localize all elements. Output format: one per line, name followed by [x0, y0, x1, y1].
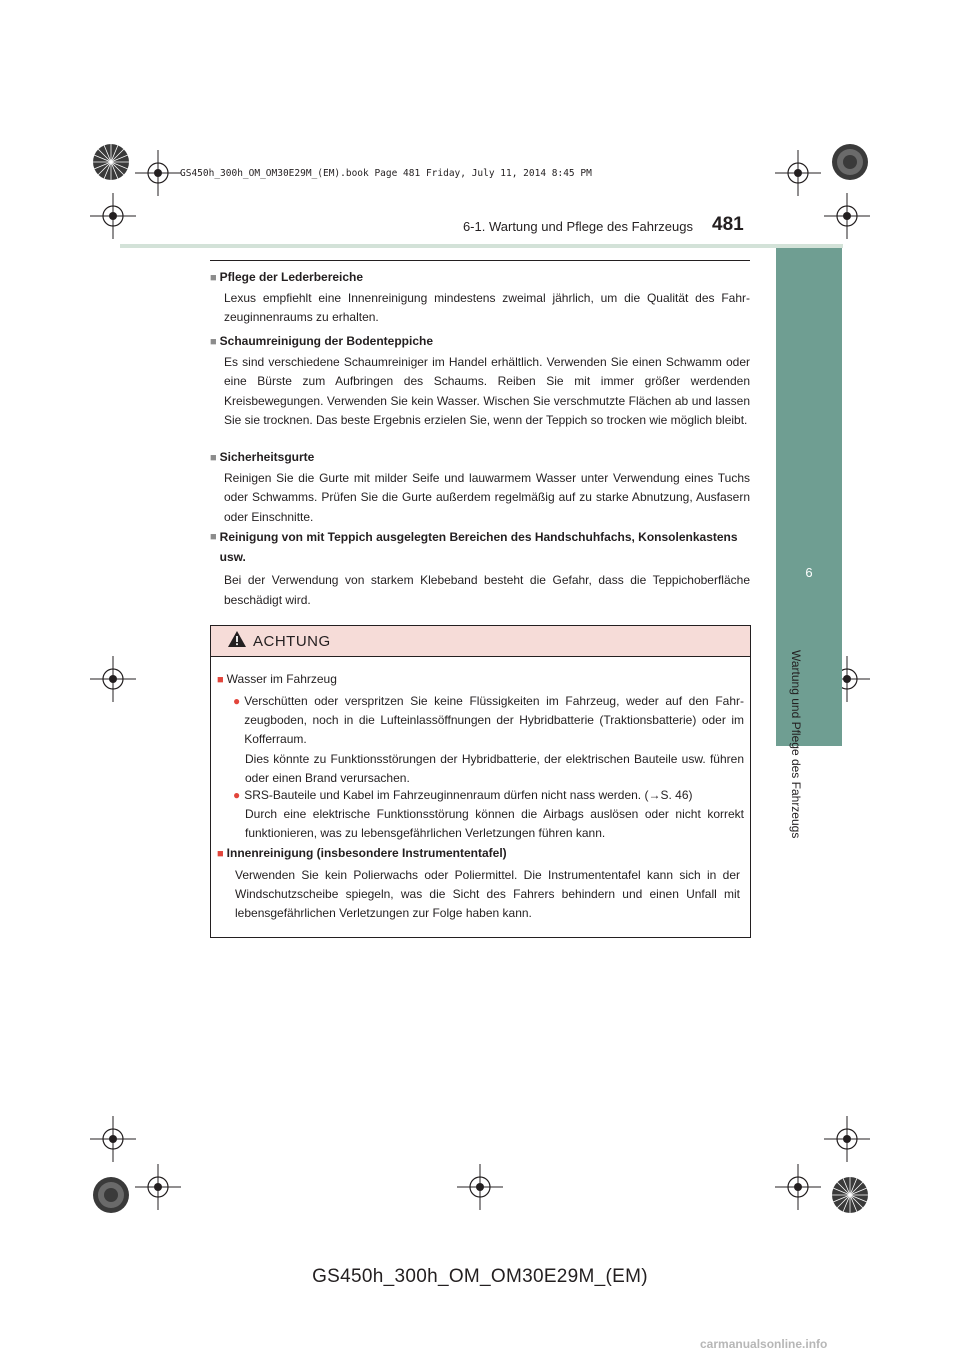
- crosshair-mark-top-right: [775, 150, 821, 196]
- warning-item-heading: Innenreinigung (insbesondere Instrumententafel): [226, 846, 507, 860]
- book-info-line: GS450h_300h_OM_OM30E29M_(EM).book Page 481 Friday, July 11, 2014 8:45 PM: [180, 168, 592, 179]
- chapter-tab: [776, 248, 842, 746]
- round-bullet-icon: ●: [233, 694, 241, 708]
- section-body: Lexus empfiehlt eine Innenreinigung mindestens zweimal jährlich, um die Qualität des Fahr-zeuginnenraums zu erhalten.: [224, 290, 750, 324]
- square-bullet-icon: ■: [217, 674, 224, 686]
- crosshair-mark-bottom-center: [457, 1164, 503, 1210]
- crosshair-mark-lower-left: [90, 1116, 136, 1162]
- registration-mark-bottom-right-disc: [829, 1174, 871, 1216]
- warning-subitem-liquids: [233, 692, 744, 788]
- header-rule: [120, 244, 843, 248]
- watermark: carmanualsonline.info: [700, 1337, 828, 1351]
- section-seat-belts: [210, 448, 750, 527]
- section-carpet-foam-cleaning: [210, 332, 750, 431]
- section-heading: Sicherheitsgurte: [219, 450, 315, 464]
- section-body: Reinigen Sie die Gurte mit milder Seife und lauwarmem Wasser unter Verwendung eines Tuchs oder Schwamms. Prüfen Sie die Gurte außerdem regelmäßig auf zu starke Abnutzung, Ausfasern oder Einschnitte.: [224, 470, 750, 524]
- crosshair-mark-mid-left: [90, 656, 136, 702]
- warning-title: ACHTUNG: [253, 633, 331, 650]
- crosshair-mark-bottom-right: [775, 1164, 821, 1210]
- registration-mark-top-left-disc: [90, 141, 132, 183]
- chapter-number: 6: [805, 565, 813, 580]
- warning-subitem-srs: [233, 786, 744, 844]
- warning-item-water: [217, 670, 744, 690]
- square-bullet-icon: ■: [210, 531, 217, 543]
- warning-header: [211, 626, 750, 657]
- square-bullet-icon: ■: [210, 452, 217, 464]
- warning-subitem-consequence: Durch eine elektrische Funktionsstörung können die Airbags auslösen oder nicht korrekt funktionieren, was zu lebensgefährlichen Verletzungen führen kann.: [245, 807, 744, 841]
- round-bullet-icon: ●: [233, 788, 241, 802]
- warning-subitem-text: Verschütten oder verspritzen Sie keine Flüssigkeiten im Fahrzeug, weder auf den Fahr-zeugboden, noch in die Lufteinlassöffnungen der Hybridbatterie (Traktionsbatterie) oder im Kofferraum.: [244, 694, 744, 747]
- section-header-title: 6-1. Wartung und Pflege des Fahrzeugs: [462, 219, 693, 234]
- section-body: Bei der Verwendung von starkem Klebeband besteht die Gefahr, dass die Teppichoberfläche beschädigt wird.: [224, 573, 750, 607]
- square-bullet-icon: ■: [217, 848, 224, 860]
- crosshair-mark-upper-left: [90, 193, 136, 239]
- section-heading: Schaumreinigung der Bodenteppiche: [219, 334, 434, 348]
- warning-item-interior-cleaning: [217, 844, 744, 864]
- crosshair-mark-bottom-left: [135, 1164, 181, 1210]
- warning-box: [210, 625, 751, 938]
- section-body: Es sind verschiedene Schaumreiniger im Handel erhältlich. Verwenden Sie einen Schwamm oder eine Bürste zum Aufbringen des Schaums. Reiben Sie mit immer größer werdenden Kreisbewegungen. Verwenden Sie kein Wasser. Wischen Sie verschmutzte Flächen ab und lassen Sie sie trocknen. Das beste Ergebnis erzielen Sie, wenn der Teppich so trocken wie möglich bleibt.: [224, 354, 750, 427]
- warning-item-heading: Wasser im Fahrzeug: [226, 672, 337, 686]
- square-bullet-icon: ■: [210, 336, 217, 348]
- registration-mark-bottom-left-disc: [90, 1174, 132, 1216]
- crosshair-mark-lower-right: [824, 1116, 870, 1162]
- warning-subitem-consequence: Dies könnte zu Funktionsstörungen der Hybridbatterie, der elektrischen Bauteile usw. führen oder einen Brand verursachen.: [245, 751, 744, 785]
- registration-mark-top-right-disc: [829, 141, 871, 183]
- warning-triangle-icon: [227, 630, 247, 653]
- chapter-label: Wartung und Pflege des Fahrzeugs: [789, 650, 803, 839]
- section-heading: Pflege der Lederbereiche: [219, 270, 364, 284]
- square-bullet-icon: ■: [210, 272, 217, 284]
- page-number: 481: [712, 214, 744, 235]
- section-leather-care: [210, 268, 750, 328]
- document-footer: GS450h_300h_OM_OM30E29M_(EM): [312, 1266, 648, 1287]
- warning-item-body: Verwenden Sie kein Polierwachs oder Poliermittel. Die Instrumententafel kann sich in der Windschutzscheibe spiegeln, was die Sicht des Fahrers behindern und einen Unfall mit lebensgefährlichen Verletzungen zur Folge haben kann.: [235, 868, 740, 921]
- section-carpeted-areas: [210, 528, 750, 610]
- crosshair-mark-upper-right: [824, 193, 870, 239]
- crosshair-mark-top-left: [135, 150, 181, 196]
- warning-subitem-text: SRS-Bauteile und Kabel im Fahrzeuginnenraum dürfen nicht nass werden. (→S. 46): [244, 788, 693, 802]
- content-top-rule: [210, 260, 750, 261]
- section-heading: Reinigung von mit Teppich ausgelegten Bereichen des Handschuhfachs, Konsolenkastens usw.: [219, 530, 738, 564]
